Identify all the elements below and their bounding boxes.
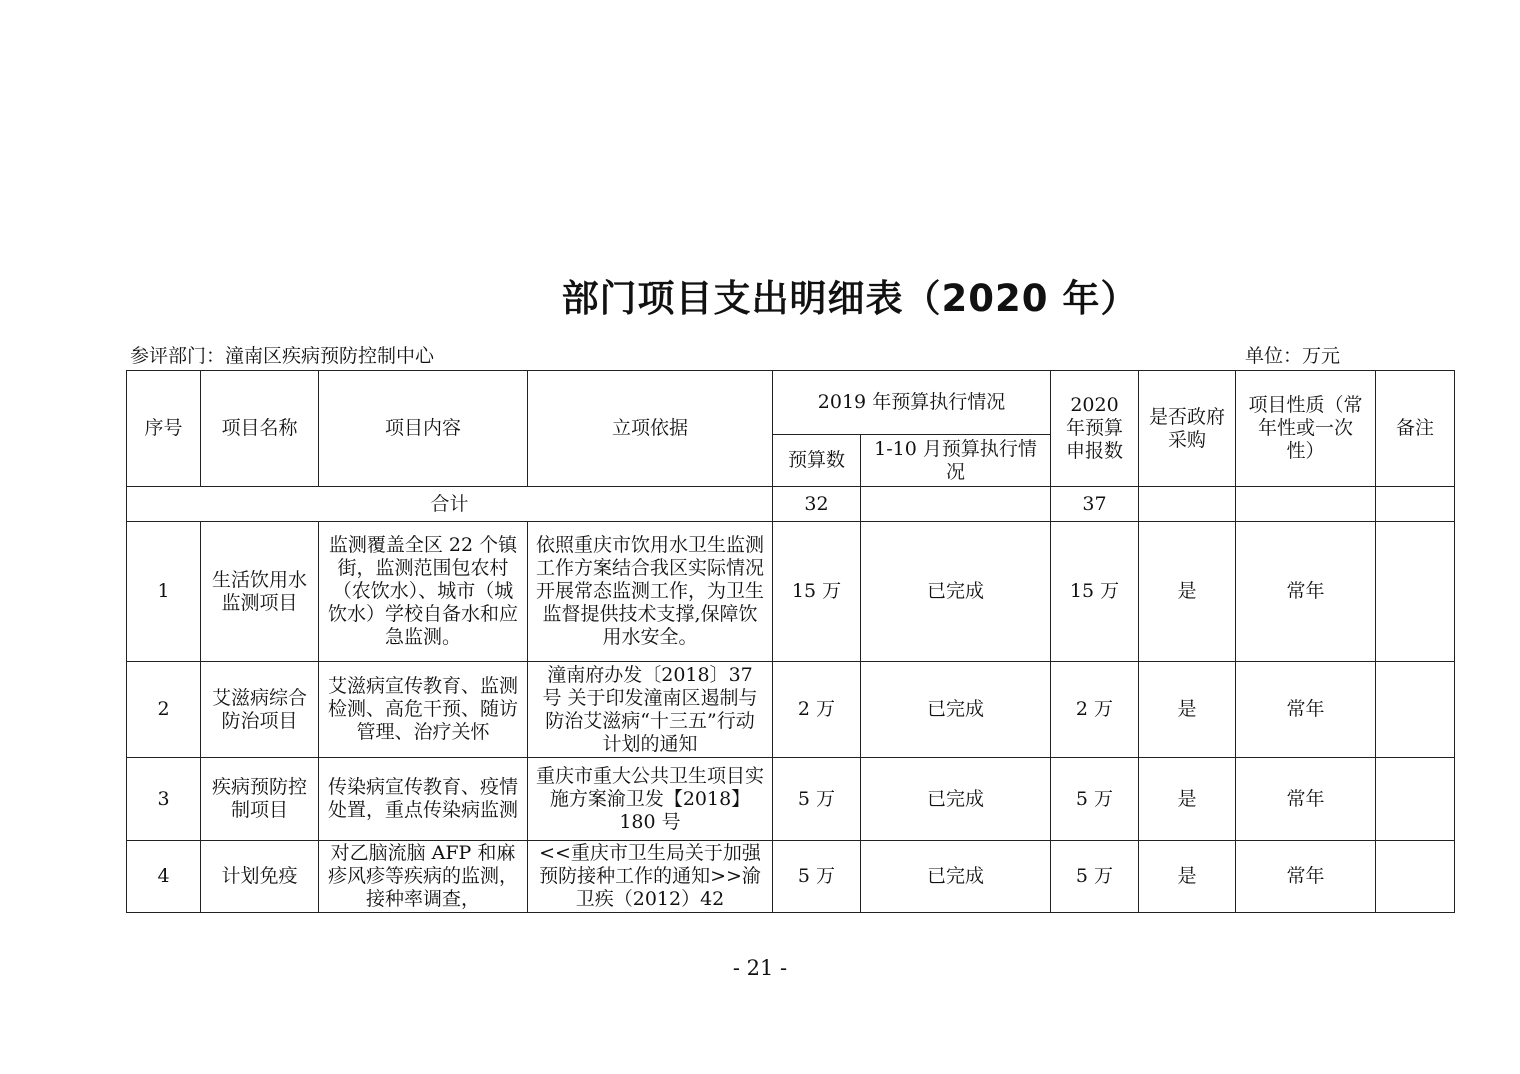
row-project-content: 监测覆盖全区 22 个镇街，监测范围包农村（农饮水）、城市（城饮水）学校自备水和应急监测。: [319, 522, 528, 662]
row-budget: 5 万: [773, 758, 861, 841]
page-number: - 21 -: [732, 956, 788, 980]
row-project-name: 生活饮用水监测项目: [201, 522, 319, 662]
row-gov-purchase: 是: [1139, 841, 1236, 913]
row-remark: [1376, 841, 1455, 913]
row-seq: 1: [127, 522, 201, 662]
total-gov-purchase: [1139, 487, 1236, 522]
header-budget: 预算数: [773, 435, 861, 487]
total-execution: [861, 487, 1051, 522]
total-budget-2020: 37: [1051, 487, 1139, 522]
row-remark: [1376, 662, 1455, 758]
unit-label: 单位：万元: [1245, 345, 1341, 367]
header-remark: 备注: [1376, 371, 1455, 487]
row-execution: 已完成: [861, 758, 1051, 841]
row-nature: 常年: [1236, 841, 1376, 913]
row-seq: 3: [127, 758, 201, 841]
table-row: [127, 662, 1455, 758]
table-row: [127, 522, 1455, 662]
page-title: 部门项目支出明细表（2020 年）: [561, 277, 1139, 320]
row-remark: [1376, 522, 1455, 662]
project-expenditure-table: [126, 370, 1455, 913]
row-project-content: 传染病宣传教育、疫情处置，重点传染病监测: [319, 758, 528, 841]
row-execution: 已完成: [861, 841, 1051, 913]
row-project-content: 艾滋病宣传教育、监测检测、高危干预、随访管理、治疗关怀: [319, 662, 528, 758]
row-nature: 常年: [1236, 662, 1376, 758]
total-budget: 32: [773, 487, 861, 522]
header-gov-purchase: 是否政府采购: [1139, 371, 1236, 487]
header-row-1: [127, 371, 1455, 435]
row-seq: 4: [127, 841, 201, 913]
department-label: 参评部门：潼南区疾病预防控制中心: [130, 345, 435, 367]
row-project-name: 艾滋病综合防治项目: [201, 662, 319, 758]
header-2019-execution: 2019 年预算执行情况: [773, 371, 1051, 435]
row-basis: 潼南府办发〔2018〕37 号 关于印发潼南区遏制与防治艾滋病“十三五”行动计划的通知: [528, 662, 773, 758]
row-nature: 常年: [1236, 522, 1376, 662]
row-remark: [1376, 758, 1455, 841]
header-2020-budget: 2020 年预算申报数: [1051, 371, 1139, 487]
row-basis: 重庆市重大公共卫生项目实施方案渝卫发【2018】180 号: [528, 758, 773, 841]
header-project-content: 项目内容: [319, 371, 528, 487]
row-budget-2020: 5 万: [1051, 841, 1139, 913]
row-gov-purchase: 是: [1139, 662, 1236, 758]
header-project-name: 项目名称: [201, 371, 319, 487]
row-budget-2020: 15 万: [1051, 522, 1139, 662]
header-1-10-execution: 1-10 月预算执行情况: [861, 435, 1051, 487]
row-gov-purchase: 是: [1139, 522, 1236, 662]
total-nature: [1236, 487, 1376, 522]
row-basis: 依照重庆市饮用水卫生监测工作方案结合我区实际情况开展常态监测工作，为卫生监督提供技术支撑,保障饮用水安全。: [528, 522, 773, 662]
row-project-name: 计划免疫: [201, 841, 319, 913]
table-row: [127, 758, 1455, 841]
row-project-content: 对乙脑流脑 AFP 和麻疹风疹等疾病的监测，接种率调查，: [319, 841, 528, 913]
total-remark: [1376, 487, 1455, 522]
total-label: 合计: [127, 487, 773, 522]
row-seq: 2: [127, 662, 201, 758]
total-row: [127, 487, 1455, 522]
header-basis: 立项依据: [528, 371, 773, 487]
header-project-nature: 项目性质（常年性或一次性）: [1236, 371, 1376, 487]
row-basis: <<重庆市卫生局关于加强预防接种工作的通知>>渝卫疾（2012）42: [528, 841, 773, 913]
row-budget: 2 万: [773, 662, 861, 758]
table-row: [127, 841, 1455, 913]
row-execution: 已完成: [861, 662, 1051, 758]
row-budget-2020: 2 万: [1051, 662, 1139, 758]
row-budget: 15 万: [773, 522, 861, 662]
row-nature: 常年: [1236, 758, 1376, 841]
row-gov-purchase: 是: [1139, 758, 1236, 841]
row-project-name: 疾病预防控制项目: [201, 758, 319, 841]
row-execution: 已完成: [861, 522, 1051, 662]
row-budget: 5 万: [773, 841, 861, 913]
row-budget-2020: 5 万: [1051, 758, 1139, 841]
header-seq: 序号: [127, 371, 201, 487]
